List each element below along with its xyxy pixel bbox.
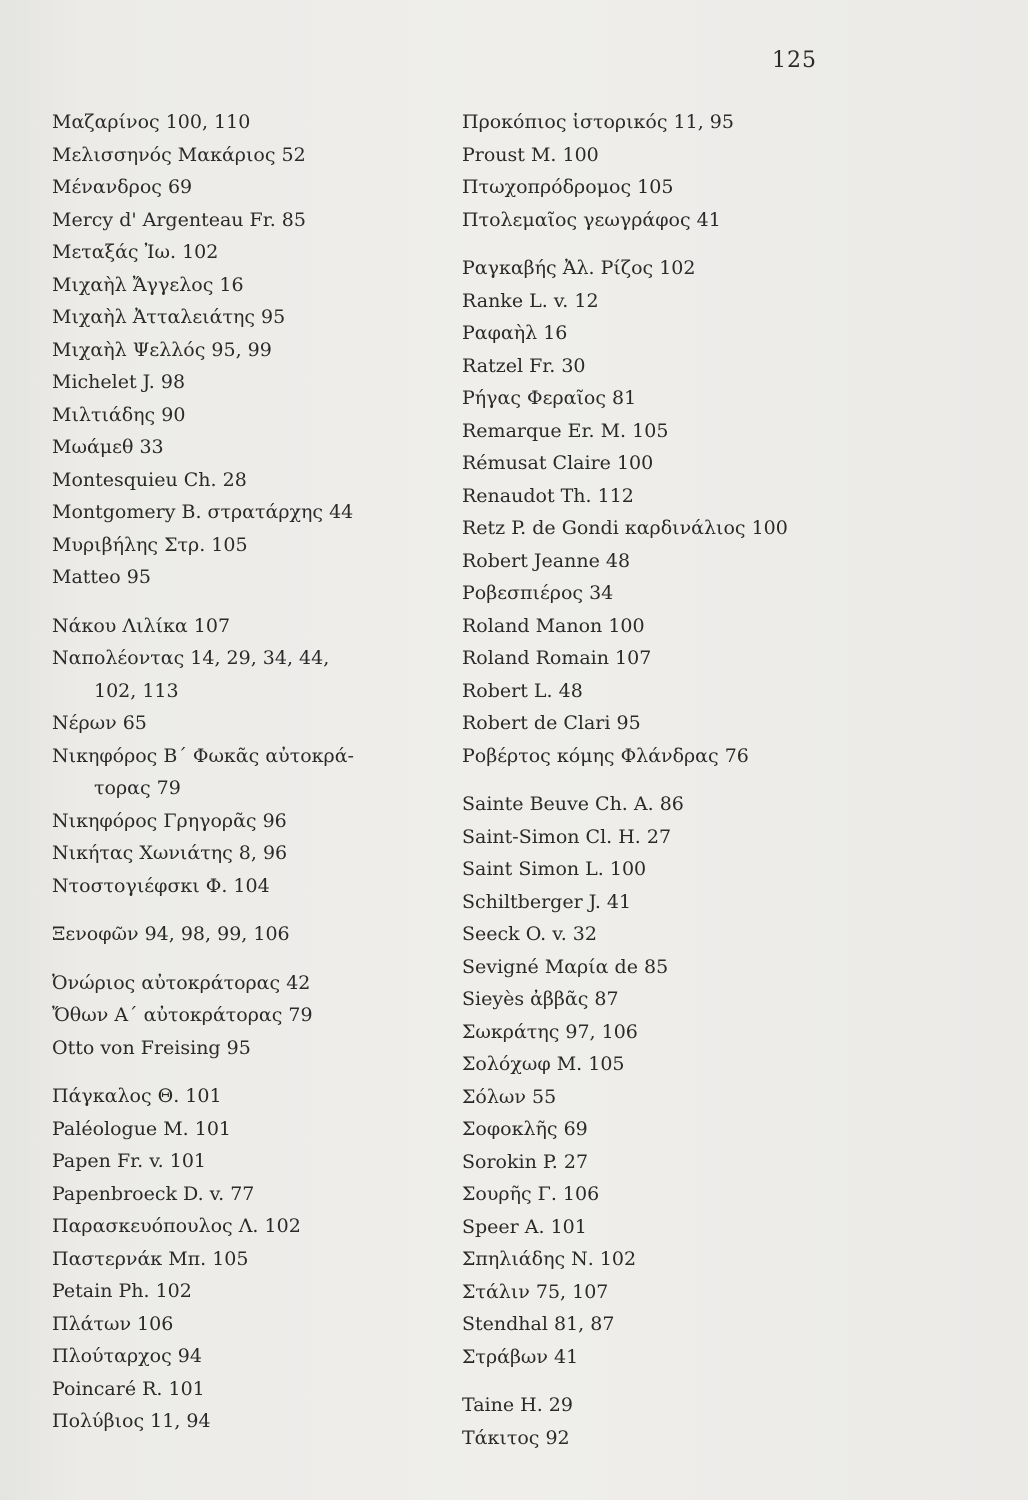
index-entry: Σολόχωφ Μ. 105 [462, 1053, 625, 1075]
index-entry: Ραφαὴλ 16 [462, 322, 568, 344]
index-entry: Papen Fr. v. 101 [52, 1150, 207, 1172]
index-entry: Montesquieu Ch. 28 [52, 468, 247, 491]
index-entry: Schiltberger J. 41 [462, 890, 632, 913]
index-entry: Τάκιτος 92 [462, 1426, 570, 1449]
index-entry: Ὄθων Α΄ αὐτοκράτορας 79 [52, 1004, 313, 1026]
index-entry: Μωάμεθ 33 [52, 436, 164, 458]
index-entry: Ροβεσπιέρος 34 [462, 582, 614, 604]
index-entry: Ραγκαβής Ἀλ. Ρίζος 102 [462, 257, 696, 279]
index-entry: Otto von Freising 95 [52, 1036, 251, 1059]
entry-gap [462, 236, 882, 252]
index-entry: Sieyès ἀββᾶς 87 [462, 988, 619, 1010]
index-entry: Petain Ph. 102 [52, 1280, 192, 1302]
entry-gap [52, 1064, 452, 1080]
index-entry: Μεταξάς Ἰω. 102 [52, 241, 219, 263]
index-entry-continuation: 102, 113 [94, 679, 179, 702]
index-entry: Παρασκευόπουλος Λ. 102 [52, 1215, 301, 1237]
index-entry: Retz P. de Gondi καρδινάλιος 100 [462, 517, 788, 539]
index-entry: Robert L. 48 [462, 679, 583, 702]
index-entry: Sainte Beuve Ch. A. 86 [462, 793, 684, 815]
index-entry: Στράβων 41 [462, 1345, 579, 1368]
index-entry: Roland Romain 107 [462, 647, 652, 669]
index-entry: Speer A. 101 [462, 1215, 587, 1238]
index-entry: Στάλιν 75, 107 [462, 1280, 609, 1303]
index-entry: Νικηφόρος Γρηγορᾶς 96 [52, 809, 287, 832]
index-entry: Sorokin P. 27 [462, 1150, 589, 1173]
index-entry: Robert de Clari 95 [462, 712, 641, 734]
index-entry: Μιχαὴλ Ἀτταλειάτης 95 [52, 306, 286, 328]
index-entry: Μιχαὴλ Ψελλός 95, 99 [52, 338, 272, 361]
index-entry: Νέρων 65 [52, 712, 147, 734]
index-entry: Stendhal 81, 87 [462, 1313, 615, 1335]
page-number: 125 [772, 48, 817, 73]
index-entry: Renaudot Th. 112 [462, 484, 634, 507]
index-entry: Ναπολέοντας 14, 29, 34, 44, [52, 647, 330, 669]
index-entry: Μυριβήλης Στρ. 105 [52, 533, 248, 556]
index-entry: Σουρῆς Γ. 106 [462, 1183, 600, 1205]
index-entry: Saint-Simon Cl. H. 27 [462, 825, 672, 848]
index-entry: Μαζαρίνος 100, 110 [52, 111, 251, 133]
index-entry: Μελισσηνός Μακάριος 52 [52, 143, 306, 166]
index-entry: Rémusat Claire 100 [462, 452, 654, 474]
index-entry: Matteo 95 [52, 566, 151, 588]
index-column-left [52, 106, 452, 1438]
index-entry: Μιχαὴλ Ἄγγελος 16 [52, 273, 244, 296]
index-entry: Πλούταρχος 94 [52, 1345, 202, 1367]
index-entry: Πάγκαλος Θ. 101 [52, 1085, 222, 1107]
entry-gap [462, 772, 882, 788]
index-column-right [462, 106, 882, 1454]
index-entry: Saint Simon L. 100 [462, 858, 647, 880]
entry-gap [462, 1373, 882, 1389]
index-entry: Σοφοκλῆς 69 [462, 1118, 588, 1140]
index-entry: Σπηλιάδης Ν. 102 [462, 1248, 637, 1270]
index-entry: Σωκράτης 97, 106 [462, 1020, 638, 1043]
index-entry: Νικήτας Χωνιάτης 8, 96 [52, 842, 288, 864]
index-entry: Remarque Er. M. 105 [462, 419, 669, 442]
index-entry: Πτωχοπρόδρομος 105 [462, 176, 674, 198]
index-entry: Ratzel Fr. 30 [462, 354, 586, 377]
index-entry: Mercy d' Argenteau Fr. 85 [52, 208, 306, 231]
index-entry: Παστερνάκ Μπ. 105 [52, 1247, 249, 1270]
entry-gap [52, 902, 452, 918]
index-entry-continuation: τορας 79 [94, 777, 181, 799]
index-entry: Ranke L. v. 12 [462, 289, 599, 312]
index-entry: Νικηφόρος Β΄ Φωκᾶς αὐτοκρά- [52, 744, 354, 767]
index-entry: Seeck O. v. 32 [462, 923, 597, 945]
index-entry: Poincaré R. 101 [52, 1377, 205, 1400]
entry-gap [52, 951, 452, 967]
index-entry: Robert Jeanne 48 [462, 549, 631, 572]
entry-gap [52, 594, 452, 610]
index-entry: Proust M. 100 [462, 143, 599, 166]
index-entry: Νάκου Λιλίκα 107 [52, 614, 231, 637]
index-entry: Papenbroeck D. v. 77 [52, 1182, 255, 1205]
index-entry: Montgomery B. στρατάρχης 44 [52, 501, 354, 523]
index-entry: Ροβέρτος κόμης Φλάνδρας 76 [462, 744, 749, 767]
index-entry: Ντοστογιέφσκι Φ. 104 [52, 874, 270, 897]
index-entry: Sevigné Μαρία de 85 [462, 955, 669, 978]
index-entry: Μιλτιάδης 90 [52, 403, 186, 426]
index-entry: Michelet J. 98 [52, 371, 186, 393]
index-entry: Ρήγας Φεραῖος 81 [462, 387, 637, 409]
index-entry: Roland Manon 100 [462, 614, 645, 637]
index-entry: Σόλων 55 [462, 1085, 557, 1108]
index-entry: Μένανδρος 69 [52, 176, 193, 198]
index-entry: Ξενοφῶν 94, 98, 99, 106 [52, 923, 290, 945]
index-entry: Πτολεμαῖος γεωγράφος 41 [462, 208, 721, 231]
index-entry: Πλάτων 106 [52, 1312, 174, 1335]
index-entry: Taine H. 29 [462, 1394, 573, 1416]
index-entry: Πολύβιος 11, 94 [52, 1410, 211, 1432]
index-entry: Ὀνώριος αὐτοκράτορας 42 [52, 971, 311, 994]
index-entry: Paléologue M. 101 [52, 1117, 232, 1140]
index-entry: Προκόπιος ἱστορικός 11, 95 [462, 111, 734, 133]
